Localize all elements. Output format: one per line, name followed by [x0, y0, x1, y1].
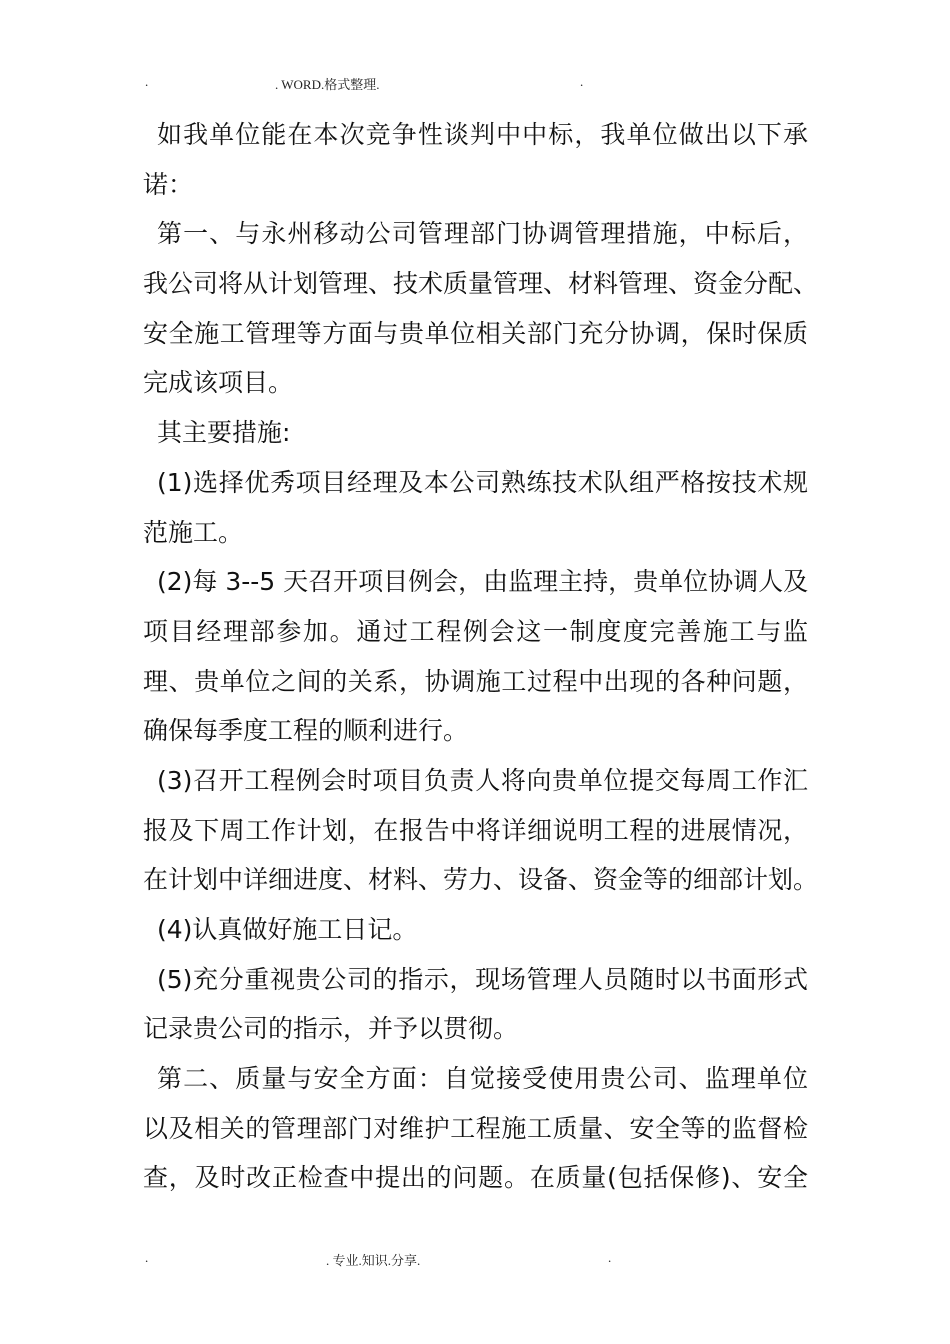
paragraph-line: 以及相关的管理部门对维护工程施工质量、安全等的监督检 [143, 1113, 808, 1143]
paragraph-line: (3)召开工程例会时项目负责人将向贵单位提交每周工作汇 [157, 765, 808, 795]
paragraph-line: 理、贵单位之间的关系，协调施工过程中出现的各种问题， [143, 666, 808, 696]
document-body [143, 110, 819, 1203]
header-dot-left: . [145, 74, 149, 89]
paragraph-line: 完成该项目。 [143, 368, 294, 398]
paragraph-line: 在计划中详细进度、材料、劳力、设备、资金等的细部计划。 [143, 865, 819, 895]
paragraph-line: 安全施工管理等方面与贵单位相关部门充分协调，保时保质 [143, 318, 808, 348]
paragraph-line: 第二、质量与安全方面：自觉接受使用贵公司、监理单位 [157, 1064, 808, 1094]
footer-text: . 专业.知识.分享. [326, 1253, 421, 1268]
page-header [0, 74, 950, 94]
paragraph-line: 项目经理部参加。通过工程例会这一制度度完善施工与监 [143, 616, 808, 646]
paragraph-line: 第一、与永州移动公司管理部门协调管理措施，中标后， [157, 219, 808, 249]
paragraph-line: 我公司将从计划管理、技术质量管理、材料管理、资金分配、 [143, 269, 819, 299]
paragraph-line: (4)认真做好施工日记。 [157, 915, 418, 944]
paragraph-line: 诺： [143, 169, 194, 199]
paragraph-line: (2)每 3--5 天召开项目例会，由监理主持，贵单位协调人及 [157, 567, 809, 597]
paragraph-line: 确保每季度工程的顺利进行。 [143, 716, 469, 746]
paragraph-line: 查，及时改正检查中提出的问题。在质量(包括保修)、安全 [143, 1163, 808, 1193]
footer-dot-right: . [608, 1250, 612, 1265]
page-footer [0, 1250, 950, 1270]
paragraph-line: (1)选择优秀项目经理及本公司熟练技术队组严格按技术规 [157, 467, 808, 497]
header-dot-right: . [580, 74, 584, 89]
paragraph-line: 记录贵公司的指示，并予以贯彻。 [143, 1014, 519, 1044]
header-text: . WORD.格式整理. [275, 77, 380, 92]
paragraph-line: 范施工。 [143, 517, 244, 547]
paragraph-line: 如我单位能在本次竞争性谈判中中标，我单位做出以下承 [157, 120, 808, 149]
paragraph-line: 其主要措施: [157, 418, 291, 448]
paragraph-line: 报及下周工作计划，在报告中将详细说明工程的进展情况， [143, 815, 808, 845]
paragraph-line: (5)充分重视贵公司的指示，现场管理人员随时以书面形式 [157, 964, 808, 994]
footer-dot-left: . [145, 1250, 149, 1265]
